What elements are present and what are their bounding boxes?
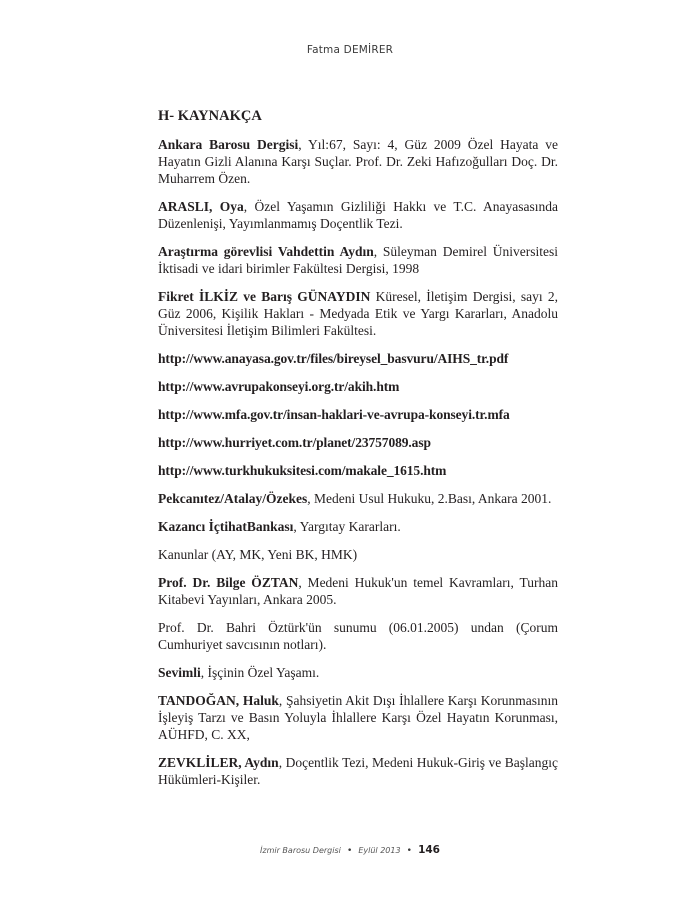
reference-entry [158, 692, 558, 743]
reference-author: ZEVKLİLER, Aydın [158, 755, 279, 770]
footer-separator: • [346, 846, 353, 856]
reference-text: , Şahsiyetin Akit Dışı İhlallere Karşı Korunmasının İşleyiş Tarzı ve Basın Yoluyla İhlallere Karşı Özel Hayatın Korunması, AÜHFD, C. XX, [158, 693, 558, 742]
page-number: 146 [418, 844, 440, 856]
reference-entry [158, 664, 558, 681]
reference-entry [158, 136, 558, 187]
reference-author: Pekcanıtez/Atalay/Özekes [158, 491, 308, 506]
reference-url[interactable]: http://www.turkhukuksitesi.com/makale_1615.htm [158, 463, 447, 478]
reference-text: Prof. Dr. Bahri Öztürk'ün sunumu (06.01.2005) undan (Çorum Cumhuriyet savcısının notları). [158, 620, 558, 652]
page-footer [0, 838, 700, 857]
reference-author: Fikret İLKİZ ve Barış GÜNAYDIN [158, 289, 371, 304]
reference-url[interactable]: http://www.avrupakonseyi.org.tr/akih.htm [158, 379, 400, 394]
footer-separator: • [406, 846, 412, 856]
reference-author: Sevimli [158, 665, 201, 680]
reference-text: , Yıl:67, Sayı: 4, Güz 2009 Özel Hayata ve Hayatın Gizli Alanına Karşı Suçlar. Prof. Dr. Zeki Hafızoğulları Doç. Dr. Muharrem Özen. [158, 137, 558, 186]
reference-entry [158, 490, 558, 507]
reference-author: ARASLI, Oya [158, 199, 244, 214]
reference-text: , Medeni Usul Hukuku, 2.Bası, Ankara 2001. [307, 491, 552, 506]
reference-author: Ankara Barosu Dergisi [158, 137, 299, 152]
reference-text: Kanunlar (AY, MK, Yeni BK, HMK) [158, 547, 358, 562]
references-section [158, 108, 558, 799]
reference-entry [158, 518, 558, 535]
running-header-author: Fatma DEMİRER [306, 44, 394, 56]
reference-entry [158, 288, 558, 339]
reference-author: Kazancı İçtihatBankası [158, 519, 294, 534]
reference-text: , Özel Yaşamın Gizliliği Hakkı ve T.C. Anayasasında Düzenlenişi, Yayımlanmamış Doçentlik Tezi. [158, 199, 559, 231]
reference-entry [158, 243, 558, 277]
reference-url[interactable]: http://www.mfa.gov.tr/insan-haklari-ve-avrupa-konseyi.tr.mfa [158, 407, 510, 422]
footer-journal-name: İzmir Barosu Dergisi [260, 846, 341, 855]
reference-author: Prof. Dr. Bilge ÖZTAN [158, 575, 299, 590]
reference-entry [158, 754, 558, 788]
reference-text: , İşçinin Özel Yaşamı. [200, 665, 320, 680]
reference-url[interactable]: http://www.anayasa.gov.tr/files/bireysel_basvuru/AIHS_tr.pdf [158, 351, 509, 366]
reference-entry [158, 546, 558, 563]
reference-url[interactable]: http://www.hurriyet.com.tr/planet/23757089.asp [158, 435, 431, 450]
reference-text: , Doçentlik Tezi, Medeni Hukuk-Giriş ve Başlangıç Hükümleri-Kişiler. [158, 755, 558, 787]
reference-entry [158, 619, 558, 653]
reference-text: Küresel, İletişim Dergisi, sayı 2, Güz 2006, Kişilik Hakları - Medyada Etik ve Yargı Kararları, Anadolu Üniversitesi İletişim Bilimleri Fakültesi. [158, 289, 558, 338]
reference-text: , Yargıtay Kararları. [293, 519, 401, 534]
reference-entry [158, 198, 558, 232]
reference-author: TANDOĞAN, Haluk [158, 693, 279, 708]
reference-text: , Medeni Hukuk'un temel Kavramları, Turhan Kitabevi Yayınları, Ankara 2005. [158, 575, 559, 607]
reference-text: , Süleyman Demirel Üniversitesi İktisadi ve idari birimler Fakültesi Dergisi, 1998 [158, 244, 558, 276]
footer-issue-date: Eylül 2013 [358, 846, 401, 855]
reference-entry [158, 574, 558, 608]
reference-author: Araştırma görevlisi Vahdettin Aydın [158, 244, 374, 259]
section-title: H- KAYNAKÇA [158, 108, 262, 124]
